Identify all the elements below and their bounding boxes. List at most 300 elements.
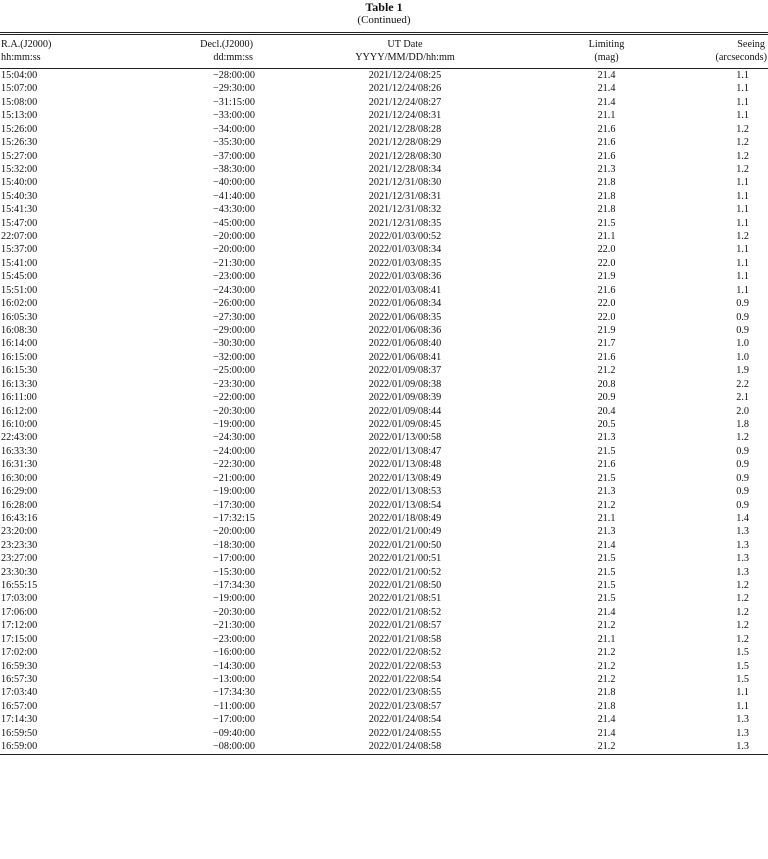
decl-cell: −32:00:00 xyxy=(213,351,255,363)
ut-date-cell: 2022/01/03/08:36 xyxy=(368,271,442,283)
seeing-cell: 1.3 xyxy=(736,539,749,551)
ra-cell: 17:03:00 xyxy=(1,593,38,605)
table-row xyxy=(0,96,768,109)
limiting-cell: 21.5 xyxy=(597,566,616,578)
table-row xyxy=(0,243,768,256)
ut-date-cell: 2022/01/03/00:52 xyxy=(368,231,442,243)
ra-cell: 16:14:00 xyxy=(1,338,38,350)
header-limiting-unit: (mag) xyxy=(594,52,619,63)
ut-date-cell: 2021/12/28/08:28 xyxy=(368,123,442,135)
ra-cell: 16:29:00 xyxy=(1,486,38,498)
limiting-cell: 21.8 xyxy=(597,700,616,712)
ut-date-cell: 2022/01/13/08:48 xyxy=(368,459,442,471)
seeing-cell: 1.8 xyxy=(736,418,749,430)
seeing-cell: 0.9 xyxy=(736,459,749,471)
seeing-cell: 1.2 xyxy=(736,620,749,632)
seeing-cell: 0.9 xyxy=(736,298,749,310)
ut-date-cell: 2022/01/21/00:49 xyxy=(368,526,442,538)
decl-cell: −13:00:00 xyxy=(213,673,255,685)
decl-cell: −29:00:00 xyxy=(213,325,255,337)
table-row xyxy=(0,351,768,364)
ra-cell: 15:47:00 xyxy=(1,217,38,229)
decl-cell: −38:30:00 xyxy=(213,163,255,175)
decl-cell: −19:00:00 xyxy=(213,418,255,430)
seeing-cell: 0.9 xyxy=(736,445,749,457)
decl-cell: −22:00:00 xyxy=(213,392,255,404)
table-row xyxy=(0,700,768,713)
seeing-cell: 1.3 xyxy=(736,526,749,538)
decl-cell: −17:32:15 xyxy=(213,512,255,524)
limiting-cell: 20.5 xyxy=(597,418,616,430)
limiting-cell: 22.0 xyxy=(597,311,616,323)
table-row xyxy=(0,217,768,230)
limiting-cell: 21.4 xyxy=(597,96,616,108)
ut-date-cell: 2022/01/13/08:53 xyxy=(368,486,442,498)
table-row xyxy=(0,311,768,324)
seeing-cell: 1.1 xyxy=(736,700,749,712)
decl-cell: −45:00:00 xyxy=(213,217,255,229)
decl-cell: −35:30:00 xyxy=(213,137,255,149)
table-row xyxy=(0,485,768,498)
ut-date-cell: 2022/01/06/08:40 xyxy=(368,338,442,350)
ut-date-cell: 2022/01/21/00:52 xyxy=(368,566,442,578)
seeing-cell: 1.1 xyxy=(736,96,749,108)
ra-cell: 17:06:00 xyxy=(1,606,38,618)
seeing-cell: 1.2 xyxy=(736,606,749,618)
table-row xyxy=(0,123,768,136)
ra-cell: 17:12:00 xyxy=(1,620,38,632)
ra-cell: 15:26:00 xyxy=(1,123,38,135)
table-row xyxy=(0,660,768,673)
table-row xyxy=(0,378,768,391)
ra-cell: 17:15:00 xyxy=(1,633,38,645)
ra-cell: 15:37:00 xyxy=(1,244,38,256)
seeing-cell: 1.2 xyxy=(736,231,749,243)
limiting-cell: 21.2 xyxy=(597,741,616,753)
ut-date-cell: 2022/01/22/08:53 xyxy=(368,660,442,672)
seeing-cell: 1.3 xyxy=(736,741,749,753)
ra-cell: 23:30:30 xyxy=(1,566,38,578)
ra-cell: 16:59:00 xyxy=(1,741,38,753)
observation-table xyxy=(0,35,768,754)
limiting-cell: 21.6 xyxy=(597,150,616,162)
ra-cell: 15:41:30 xyxy=(1,204,38,216)
limiting-cell: 21.4 xyxy=(597,714,616,726)
ut-date-cell: 2021/12/31/08:32 xyxy=(368,204,442,216)
decl-cell: −29:30:00 xyxy=(213,83,255,95)
limiting-cell: 21.3 xyxy=(597,486,616,498)
table-row xyxy=(0,284,768,297)
seeing-cell: 1.3 xyxy=(736,727,749,739)
header-decl-unit: dd:mm:ss xyxy=(213,52,253,63)
limiting-cell: 21.3 xyxy=(597,163,616,175)
ra-cell: 16:13:30 xyxy=(1,378,38,390)
decl-cell: −20:30:00 xyxy=(213,405,255,417)
ut-date-cell: 2021/12/31/08:31 xyxy=(368,190,442,202)
header-limiting-label: Limiting xyxy=(588,39,625,50)
seeing-cell: 1.1 xyxy=(736,83,749,95)
seeing-cell: 1.1 xyxy=(736,190,749,202)
table-row xyxy=(0,297,768,310)
limiting-cell: 22.0 xyxy=(597,298,616,310)
decl-cell: −21:30:00 xyxy=(213,257,255,269)
ra-cell: 15:07:00 xyxy=(1,83,38,95)
table-row xyxy=(0,525,768,538)
limiting-cell: 21.2 xyxy=(597,620,616,632)
ut-date-cell: 2022/01/21/08:51 xyxy=(368,593,442,605)
table-title: Table 1 xyxy=(365,0,403,14)
decl-cell: −31:15:00 xyxy=(213,96,255,108)
table-row xyxy=(0,579,768,592)
seeing-cell: 0.9 xyxy=(736,499,749,511)
limiting-cell: 21.2 xyxy=(597,647,616,659)
limiting-cell: 21.7 xyxy=(597,338,616,350)
ra-cell: 16:43:16 xyxy=(1,512,38,524)
limiting-cell: 21.2 xyxy=(597,673,616,685)
header-seeing xyxy=(658,35,768,69)
table-row xyxy=(0,512,768,525)
seeing-cell: 1.5 xyxy=(736,647,749,659)
ut-date-cell: 2022/01/13/08:47 xyxy=(368,445,442,457)
seeing-cell: 0.9 xyxy=(736,472,749,484)
ut-date-cell: 2021/12/28/08:29 xyxy=(368,137,442,149)
seeing-cell: 1.1 xyxy=(736,217,749,229)
table-row xyxy=(0,633,768,646)
limiting-cell: 21.3 xyxy=(597,432,616,444)
seeing-cell: 2.0 xyxy=(736,405,749,417)
decl-cell: −43:30:00 xyxy=(213,204,255,216)
ut-date-cell: 2022/01/23/08:57 xyxy=(368,700,442,712)
ra-cell: 17:03:40 xyxy=(1,687,38,699)
decl-cell: −20:00:00 xyxy=(213,244,255,256)
header-ut-date xyxy=(255,35,555,69)
ut-date-cell: 2022/01/24/08:58 xyxy=(368,741,442,753)
ut-date-cell: 2022/01/09/08:39 xyxy=(368,392,442,404)
decl-cell: −17:30:00 xyxy=(213,499,255,511)
seeing-cell: 1.2 xyxy=(736,580,749,592)
ut-date-cell: 2021/12/31/08:30 xyxy=(368,177,442,189)
ra-cell: 22:43:00 xyxy=(1,432,38,444)
ra-cell: 15:51:00 xyxy=(1,284,38,296)
limiting-cell: 20.4 xyxy=(597,405,616,417)
seeing-cell: 1.1 xyxy=(736,204,749,216)
ra-cell: 16:57:00 xyxy=(1,700,38,712)
header-ut-date-unit: YYYY/MM/DD/hh:mm xyxy=(355,52,455,63)
ut-date-cell: 2022/01/23/08:55 xyxy=(368,687,442,699)
ut-date-cell: 2022/01/06/08:35 xyxy=(368,311,442,323)
ut-date-cell: 2021/12/24/08:31 xyxy=(368,110,442,122)
ra-cell: 16:15:30 xyxy=(1,365,38,377)
table-row xyxy=(0,203,768,216)
ut-date-cell: 2022/01/24/08:54 xyxy=(368,714,442,726)
ut-date-cell: 2022/01/13/08:54 xyxy=(368,499,442,511)
limiting-cell: 22.0 xyxy=(597,244,616,256)
table-row xyxy=(0,405,768,418)
ra-cell: 16:59:50 xyxy=(1,727,38,739)
limiting-cell: 21.6 xyxy=(597,351,616,363)
decl-cell: −23:30:00 xyxy=(213,378,255,390)
header-ra xyxy=(0,35,140,69)
ra-cell: 16:28:00 xyxy=(1,499,38,511)
seeing-cell: 0.9 xyxy=(736,311,749,323)
table-row xyxy=(0,109,768,122)
seeing-cell: 1.1 xyxy=(736,284,749,296)
ut-date-cell: 2022/01/24/08:55 xyxy=(368,727,442,739)
seeing-cell: 1.5 xyxy=(736,660,749,672)
header-decl xyxy=(140,35,255,69)
limiting-cell: 21.4 xyxy=(597,727,616,739)
table-header xyxy=(0,35,768,69)
ra-cell: 23:27:00 xyxy=(1,553,38,565)
table-row xyxy=(0,190,768,203)
seeing-cell: 1.1 xyxy=(736,271,749,283)
limiting-cell: 21.5 xyxy=(597,580,616,592)
ut-date-cell: 2021/12/31/08:35 xyxy=(368,217,442,229)
ut-date-cell: 2022/01/21/08:58 xyxy=(368,633,442,645)
seeing-cell: 1.2 xyxy=(736,633,749,645)
ut-date-cell: 2022/01/22/08:52 xyxy=(368,647,442,659)
header-seeing-unit: (arcseconds) xyxy=(715,52,767,63)
table-row xyxy=(0,324,768,337)
ra-cell: 15:40:00 xyxy=(1,177,38,189)
header-ut-date-label: UT Date xyxy=(387,39,423,50)
ut-date-cell: 2021/12/24/08:25 xyxy=(368,70,442,81)
table-row xyxy=(0,230,768,243)
ra-cell: 16:31:30 xyxy=(1,459,38,471)
ra-cell: 16:15:00 xyxy=(1,351,38,363)
seeing-cell: 1.2 xyxy=(736,593,749,605)
limiting-cell: 21.5 xyxy=(597,472,616,484)
header-ra-unit: hh:mm:ss xyxy=(1,52,41,63)
ra-cell: 16:02:00 xyxy=(1,298,38,310)
ra-cell: 16:10:00 xyxy=(1,418,38,430)
seeing-cell: 1.3 xyxy=(736,566,749,578)
seeing-cell: 1.1 xyxy=(736,257,749,269)
ut-date-cell: 2021/12/24/08:27 xyxy=(368,96,442,108)
ut-date-cell: 2022/01/18/08:49 xyxy=(368,512,442,524)
table-row xyxy=(0,552,768,565)
seeing-cell: 1.4 xyxy=(736,512,749,524)
limiting-cell: 21.6 xyxy=(597,284,616,296)
seeing-cell: 1.0 xyxy=(736,338,749,350)
ra-cell: 17:14:30 xyxy=(1,714,38,726)
decl-cell: −19:00:00 xyxy=(213,593,255,605)
table-row xyxy=(0,727,768,740)
ra-cell: 16:11:00 xyxy=(1,392,37,404)
decl-cell: −17:00:00 xyxy=(213,553,255,565)
table-row xyxy=(0,257,768,270)
decl-cell: −24:30:00 xyxy=(213,284,255,296)
seeing-cell: 1.1 xyxy=(736,70,749,81)
decl-cell: −30:30:00 xyxy=(213,338,255,350)
decl-cell: −23:00:00 xyxy=(213,633,255,645)
decl-cell: −26:00:00 xyxy=(213,298,255,310)
header-decl-label: Decl.(J2000) xyxy=(200,39,253,50)
table-row xyxy=(0,472,768,485)
ut-date-cell: 2022/01/06/08:34 xyxy=(368,298,442,310)
ra-cell: 16:05:30 xyxy=(1,311,38,323)
table-row xyxy=(0,163,768,176)
seeing-cell: 1.5 xyxy=(736,673,749,685)
decl-cell: −17:34:30 xyxy=(213,580,255,592)
header-limiting xyxy=(555,35,658,69)
decl-cell: −34:00:00 xyxy=(213,123,255,135)
table-row xyxy=(0,136,768,149)
ra-cell: 16:30:00 xyxy=(1,472,38,484)
decl-cell: −16:00:00 xyxy=(213,647,255,659)
ra-cell: 16:59:30 xyxy=(1,660,38,672)
ut-date-cell: 2022/01/03/08:35 xyxy=(368,257,442,269)
header-seeing-label: Seeing xyxy=(737,39,765,50)
ut-date-cell: 2022/01/03/08:34 xyxy=(368,244,442,256)
table-row xyxy=(0,673,768,686)
decl-cell: −37:00:00 xyxy=(213,150,255,162)
limiting-cell: 21.3 xyxy=(597,526,616,538)
ut-date-cell: 2021/12/28/08:34 xyxy=(368,163,442,175)
limiting-cell: 21.5 xyxy=(597,553,616,565)
limiting-cell: 21.6 xyxy=(597,459,616,471)
seeing-cell: 1.2 xyxy=(736,163,749,175)
seeing-cell: 2.2 xyxy=(736,378,749,390)
ut-date-cell: 2022/01/06/08:36 xyxy=(368,325,442,337)
ut-date-cell: 2022/01/09/08:44 xyxy=(368,405,442,417)
ra-cell: 15:13:00 xyxy=(1,110,38,122)
table-row xyxy=(0,418,768,431)
ra-cell: 22:07:00 xyxy=(1,231,38,243)
ut-date-cell: 2022/01/09/08:37 xyxy=(368,365,442,377)
decl-cell: −24:30:00 xyxy=(213,432,255,444)
limiting-cell: 21.4 xyxy=(597,83,616,95)
ut-date-cell: 2022/01/13/00:58 xyxy=(368,432,442,444)
seeing-cell: 1.2 xyxy=(736,123,749,135)
table-row xyxy=(0,686,768,699)
decl-cell: −21:30:00 xyxy=(213,620,255,632)
seeing-cell: 1.3 xyxy=(736,553,749,565)
decl-cell: −17:34:30 xyxy=(213,687,255,699)
table-row xyxy=(0,619,768,632)
limiting-cell: 21.8 xyxy=(597,177,616,189)
seeing-cell: 1.1 xyxy=(736,687,749,699)
ut-date-cell: 2021/12/28/08:30 xyxy=(368,150,442,162)
ra-cell: 15:27:00 xyxy=(1,150,38,162)
header-ra-label: R.A.(J2000) xyxy=(1,39,52,50)
decl-cell: −08:00:00 xyxy=(213,741,255,753)
table-row xyxy=(0,82,768,95)
ra-cell: 16:08:30 xyxy=(1,325,38,337)
ra-cell: 16:57:30 xyxy=(1,673,38,685)
ut-date-cell: 2022/01/21/00:50 xyxy=(368,539,442,551)
ut-date-cell: 2022/01/03/08:41 xyxy=(368,284,442,296)
table-row xyxy=(0,150,768,163)
table-subtitle: (Continued) xyxy=(357,14,411,26)
table-row xyxy=(0,458,768,471)
seeing-cell: 1.1 xyxy=(736,110,749,122)
ra-cell: 16:55:15 xyxy=(1,580,38,592)
decl-cell: −24:00:00 xyxy=(213,445,255,457)
ra-cell: 23:23:30 xyxy=(1,539,38,551)
table-row xyxy=(0,646,768,659)
table-row xyxy=(0,713,768,726)
limiting-cell: 21.2 xyxy=(597,365,616,377)
seeing-cell: 2.1 xyxy=(736,392,749,404)
table-row xyxy=(0,431,768,444)
table-caption xyxy=(0,0,768,27)
limiting-cell: 21.5 xyxy=(597,217,616,229)
decl-cell: −20:30:00 xyxy=(213,606,255,618)
decl-cell: −20:00:00 xyxy=(213,526,255,538)
decl-cell: −41:40:00 xyxy=(213,190,255,202)
decl-cell: −25:00:00 xyxy=(213,365,255,377)
seeing-cell: 1.2 xyxy=(736,150,749,162)
table-row xyxy=(0,337,768,350)
ra-cell: 15:32:00 xyxy=(1,163,38,175)
ut-date-cell: 2022/01/21/08:52 xyxy=(368,606,442,618)
ra-cell: 15:45:00 xyxy=(1,271,38,283)
seeing-cell: 1.3 xyxy=(736,714,749,726)
decl-cell: −15:30:00 xyxy=(213,566,255,578)
decl-cell: −27:30:00 xyxy=(213,311,255,323)
seeing-cell: 0.9 xyxy=(736,486,749,498)
seeing-cell: 1.2 xyxy=(736,432,749,444)
seeing-cell: 1.9 xyxy=(736,365,749,377)
ut-date-cell: 2022/01/21/08:50 xyxy=(368,580,442,592)
ra-cell: 15:40:30 xyxy=(1,190,38,202)
table-row xyxy=(0,391,768,404)
seeing-cell: 1.2 xyxy=(736,137,749,149)
limiting-cell: 21.4 xyxy=(597,70,616,81)
limiting-cell: 21.8 xyxy=(597,190,616,202)
decl-cell: −19:00:00 xyxy=(213,486,255,498)
decl-cell: −21:00:00 xyxy=(213,472,255,484)
table-row xyxy=(0,69,768,82)
decl-cell: −20:00:00 xyxy=(213,231,255,243)
limiting-cell: 20.8 xyxy=(597,378,616,390)
limiting-cell: 21.1 xyxy=(597,231,616,243)
table-row xyxy=(0,539,768,552)
limiting-cell: 21.5 xyxy=(597,445,616,457)
ra-cell: 16:12:00 xyxy=(1,405,38,417)
ut-date-cell: 2022/01/09/08:38 xyxy=(368,378,442,390)
table-row xyxy=(0,364,768,377)
limiting-cell: 21.2 xyxy=(597,660,616,672)
limiting-cell: 21.8 xyxy=(597,687,616,699)
decl-cell: −22:30:00 xyxy=(213,459,255,471)
limiting-cell: 21.1 xyxy=(597,633,616,645)
decl-cell: −28:00:00 xyxy=(213,70,255,81)
limiting-cell: 21.1 xyxy=(597,110,616,122)
table-row xyxy=(0,176,768,189)
ra-cell: 15:41:00 xyxy=(1,257,38,269)
decl-cell: −18:30:00 xyxy=(213,539,255,551)
seeing-cell: 1.0 xyxy=(736,351,749,363)
table-row xyxy=(0,606,768,619)
table-row xyxy=(0,740,768,753)
ut-date-cell: 2022/01/09/08:45 xyxy=(368,418,442,430)
seeing-cell: 1.1 xyxy=(736,177,749,189)
limiting-cell: 21.9 xyxy=(597,325,616,337)
seeing-cell: 0.9 xyxy=(736,325,749,337)
decl-cell: −11:00:00 xyxy=(213,700,255,712)
decl-cell: −14:30:00 xyxy=(213,660,255,672)
ut-date-cell: 2022/01/21/00:51 xyxy=(368,553,442,565)
ra-cell: 15:26:30 xyxy=(1,137,38,149)
ut-date-cell: 2021/12/24/08:26 xyxy=(368,83,442,95)
table-row xyxy=(0,566,768,579)
limiting-cell: 21.4 xyxy=(597,539,616,551)
decl-cell: −40:00:00 xyxy=(213,177,255,189)
ra-cell: 17:02:00 xyxy=(1,647,38,659)
ra-cell: 15:08:00 xyxy=(1,96,38,108)
